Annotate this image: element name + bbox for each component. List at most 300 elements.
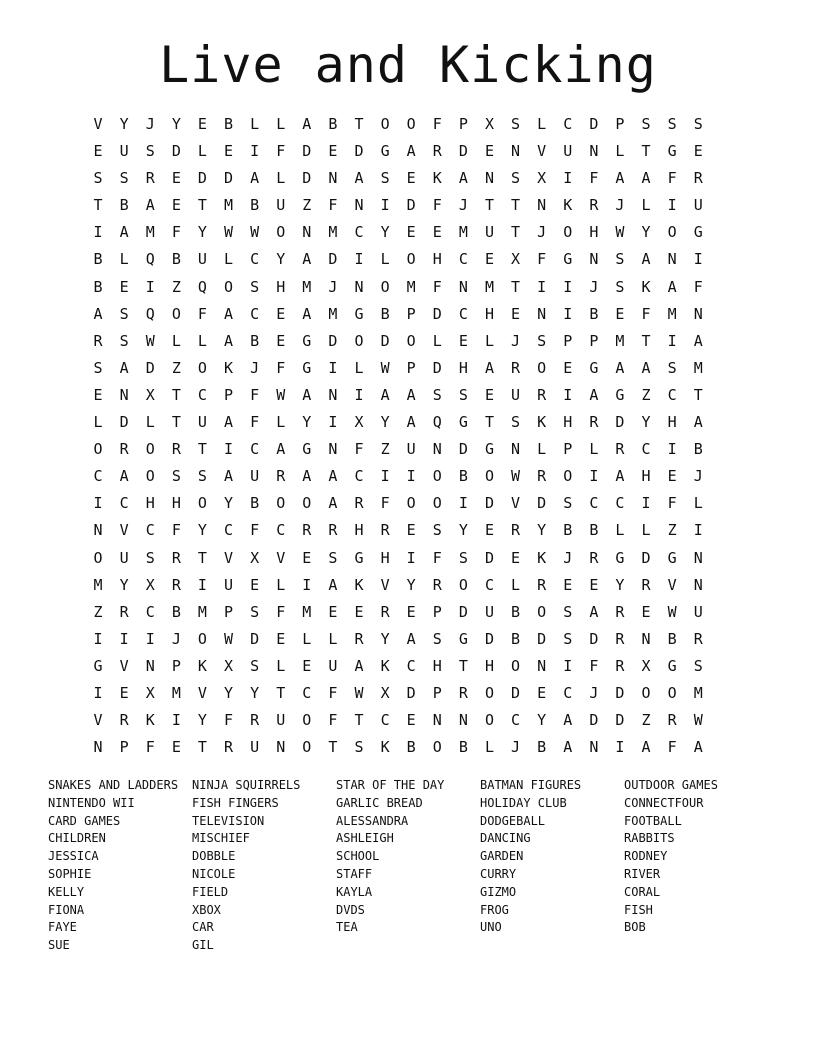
grid-letter: C: [302, 683, 312, 702]
grid-letter: E: [511, 548, 521, 567]
grid-letter: S: [354, 738, 364, 757]
grid-letter: U: [224, 575, 234, 594]
grid-letter: L: [641, 196, 651, 215]
grid-letter: E: [406, 521, 416, 540]
grid-letter: N: [458, 711, 468, 730]
grid-letter: M: [197, 602, 207, 621]
grid-letter: I: [354, 385, 364, 404]
grid-letter: N: [458, 277, 468, 296]
grid-letter: S: [511, 169, 521, 188]
grid-letter: E: [93, 385, 103, 404]
grid-letter: Y: [537, 521, 547, 540]
word-column: [480, 777, 624, 955]
grid-letter: A: [406, 629, 416, 648]
grid-letter: R: [93, 331, 103, 350]
grid-letter: F: [589, 169, 599, 188]
grid-letter: N: [589, 738, 599, 757]
grid-letter: M: [302, 602, 312, 621]
grid-letter: L: [589, 440, 599, 459]
grid-letter: R: [641, 575, 651, 594]
grid-letter: X: [145, 575, 155, 594]
grid-letter: F: [537, 250, 547, 269]
grid-letter: A: [119, 223, 129, 242]
word-item: DVDS: [336, 902, 365, 917]
grid-letter: T: [641, 142, 651, 161]
grid-letter: Y: [380, 223, 390, 242]
word-item: CHILDREN: [48, 831, 106, 846]
grid-letter: B: [171, 250, 181, 269]
grid-letter: R: [302, 521, 312, 540]
grid-letter: O: [145, 467, 155, 486]
grid-letter: I: [667, 196, 677, 215]
grid-letter: I: [145, 629, 155, 648]
grid-letter: A: [693, 413, 703, 432]
grid-letter: D: [484, 494, 494, 513]
grid-letter: G: [615, 385, 625, 404]
grid-letter: O: [197, 358, 207, 377]
grid-letter: R: [250, 711, 260, 730]
grid-letter: H: [380, 548, 390, 567]
grid-letter: H: [458, 358, 468, 377]
grid-letter: Y: [119, 115, 129, 133]
grid-letter: O: [197, 494, 207, 513]
grid-letter: R: [458, 683, 468, 702]
grid-letter: T: [197, 738, 207, 757]
grid-letter: I: [693, 250, 703, 269]
grid-letter: H: [432, 250, 442, 269]
grid-letter: I: [328, 358, 338, 377]
grid-letter: X: [224, 656, 234, 675]
grid-letter: Y: [380, 413, 390, 432]
grid-letter: A: [224, 331, 234, 350]
grid-letter: W: [693, 711, 703, 730]
word-item: CURRY: [480, 866, 517, 881]
grid-letter: E: [354, 602, 364, 621]
grid-letter: Y: [406, 575, 416, 594]
grid-letter: P: [224, 385, 234, 404]
grid-letter: R: [537, 385, 547, 404]
grid-letter: L: [380, 250, 390, 269]
grid-letter: D: [197, 169, 207, 188]
word-item: UNO: [480, 920, 502, 935]
grid-letter: T: [197, 548, 207, 567]
grid-letter: U: [250, 467, 260, 486]
grid-letter: Y: [641, 413, 651, 432]
grid-letter: J: [171, 629, 181, 648]
grid-letter: E: [406, 602, 416, 621]
grid-letter: B: [250, 331, 260, 350]
word-item: ALESSANDRA: [336, 813, 409, 828]
grid-letter: L: [276, 115, 286, 133]
word-column: [336, 777, 480, 955]
grid-letter: E: [250, 575, 260, 594]
grid-letter: S: [250, 602, 260, 621]
grid-letter: V: [537, 142, 547, 161]
grid-letter: O: [432, 467, 442, 486]
grid-letter: D: [145, 358, 155, 377]
grid-letter: D: [328, 250, 338, 269]
grid-letter: B: [93, 250, 103, 269]
word-item: HOLIDAY CLUB: [480, 795, 567, 810]
grid-letter: I: [563, 385, 573, 404]
grid-letter: P: [406, 358, 416, 377]
word-item: DOBBLE: [192, 849, 236, 864]
word-item: TELEVISION: [192, 813, 265, 828]
word-item: RODNEY: [624, 849, 668, 864]
grid-letter: O: [484, 467, 494, 486]
grid-letter: S: [563, 602, 573, 621]
grid-letter: F: [328, 683, 338, 702]
grid-letter: R: [119, 602, 129, 621]
word-item: GARLIC BREAD: [336, 795, 423, 810]
grid-letter: N: [484, 169, 494, 188]
grid-letter: E: [484, 250, 494, 269]
grid-letter: V: [511, 494, 521, 513]
grid-letter: E: [484, 142, 494, 161]
grid-letter: F: [432, 196, 442, 215]
grid-letter: V: [197, 683, 207, 702]
grid-letter: R: [224, 738, 234, 757]
grid-letter: O: [354, 331, 364, 350]
grid-letter: Y: [197, 711, 207, 730]
grid-letter: V: [224, 548, 234, 567]
grid-letter: E: [302, 656, 312, 675]
grid-letter: U: [119, 548, 129, 567]
word-item: ASHLEIGH: [336, 831, 394, 846]
grid-letter: G: [93, 656, 103, 675]
grid-letter: L: [276, 169, 286, 188]
grid-letter: C: [641, 440, 651, 459]
grid-letter: O: [406, 331, 416, 350]
grid-letter: J: [145, 115, 155, 133]
grid-letter: E: [171, 169, 181, 188]
grid-letter: M: [458, 223, 468, 242]
grid-letter: O: [171, 304, 181, 323]
word-item: KAYLA: [336, 884, 373, 899]
word-item: RIVER: [624, 866, 661, 881]
grid-letter: V: [93, 711, 103, 730]
grid-letter: S: [250, 277, 260, 296]
grid-letter: I: [328, 413, 338, 432]
grid-letter: R: [171, 575, 181, 594]
grid-letter: E: [589, 575, 599, 594]
grid-letter: Y: [171, 115, 181, 133]
grid-letter: I: [171, 711, 181, 730]
grid-letter: T: [354, 711, 364, 730]
grid-letter: S: [458, 385, 468, 404]
grid-letter: F: [380, 494, 390, 513]
grid-letter: S: [432, 385, 442, 404]
grid-letter: A: [354, 656, 364, 675]
grid-letter: Y: [615, 575, 625, 594]
grid-letter: B: [458, 738, 468, 757]
grid-letter: C: [197, 385, 207, 404]
word-item: CORAL: [624, 884, 661, 899]
grid-letter: J: [511, 331, 521, 350]
grid-letter: J: [589, 277, 599, 296]
grid-letter: R: [537, 575, 547, 594]
grid-letter: M: [484, 277, 494, 296]
word-item: FAYE: [48, 920, 77, 935]
grid-letter: I: [250, 142, 260, 161]
word-item: DANCING: [480, 831, 531, 846]
word-item: SOPHIE: [48, 866, 92, 881]
grid-letter: I: [145, 277, 155, 296]
grid-letter: S: [145, 142, 155, 161]
grid-letter: I: [406, 467, 416, 486]
grid-letter: F: [432, 548, 442, 567]
grid-letter: O: [667, 683, 677, 702]
grid-letter: K: [380, 656, 390, 675]
word-item: CONNECTFOUR: [624, 795, 704, 810]
grid-letter: O: [641, 683, 651, 702]
grid-letter: B: [406, 738, 416, 757]
grid-letter: D: [589, 711, 599, 730]
word-column: [624, 777, 768, 955]
grid-letter: O: [432, 738, 442, 757]
grid-letter: O: [93, 548, 103, 567]
grid-letter: S: [197, 467, 207, 486]
grid-letter: Z: [171, 277, 181, 296]
grid-letter: S: [511, 115, 521, 133]
grid-letter: X: [354, 413, 364, 432]
grid-letter: S: [693, 115, 703, 133]
grid-letter: J: [328, 277, 338, 296]
grid-letter: N: [93, 738, 103, 757]
grid-letter: I: [563, 169, 573, 188]
grid-letter: R: [119, 440, 129, 459]
grid-letter: D: [458, 440, 468, 459]
grid-letter: R: [693, 169, 703, 188]
grid-letter: C: [484, 575, 494, 594]
grid-letter: Z: [667, 521, 677, 540]
grid-letter: N: [693, 548, 703, 567]
grid-letter: K: [563, 196, 573, 215]
grid-letter: A: [276, 440, 286, 459]
grid-letter: O: [302, 738, 312, 757]
grid-letter: O: [197, 629, 207, 648]
grid-letter: D: [302, 169, 312, 188]
grid-letter: X: [511, 250, 521, 269]
grid-letter: B: [119, 196, 129, 215]
grid-letter: N: [145, 656, 155, 675]
letter-grid: [85, 111, 711, 761]
grid-letter: Y: [224, 494, 234, 513]
grid-letter: U: [250, 738, 260, 757]
grid-letter: J: [589, 683, 599, 702]
grid-letter: G: [302, 358, 312, 377]
grid-letter: T: [328, 738, 338, 757]
grid-letter: G: [615, 548, 625, 567]
grid-letter: C: [145, 602, 155, 621]
grid-letter: O: [458, 575, 468, 594]
grid-letter: T: [171, 413, 181, 432]
grid-letter: P: [432, 683, 442, 702]
grid-letter: A: [328, 494, 338, 513]
word-item: GARDEN: [480, 849, 524, 864]
grid-letter: N: [537, 304, 547, 323]
grid-letter: B: [693, 440, 703, 459]
grid-letter: T: [354, 115, 364, 133]
grid-letter: T: [511, 277, 521, 296]
word-item: SCHOOL: [336, 849, 380, 864]
word-item: DODGEBALL: [480, 813, 546, 828]
grid-letter: O: [563, 467, 573, 486]
grid-letter: T: [458, 656, 468, 675]
grid-letter: F: [224, 711, 234, 730]
grid-letter: L: [224, 250, 234, 269]
grid-letter: W: [145, 331, 155, 350]
grid-letter: B: [250, 494, 260, 513]
grid-letter: A: [302, 115, 312, 133]
grid-letter: L: [197, 142, 207, 161]
grid-letter: I: [667, 440, 677, 459]
grid-letter: F: [667, 169, 677, 188]
grid-letter: I: [302, 575, 312, 594]
grid-letter: L: [641, 521, 651, 540]
grid-letter: R: [432, 142, 442, 161]
grid-letter: I: [458, 494, 468, 513]
grid-letter: R: [615, 629, 625, 648]
grid-letter: F: [667, 494, 677, 513]
grid-letter: B: [589, 521, 599, 540]
grid-letter: X: [641, 656, 651, 675]
grid-letter: C: [93, 467, 103, 486]
grid-letter: F: [276, 142, 286, 161]
word-item: FISH: [624, 902, 653, 917]
grid-letter: R: [511, 521, 521, 540]
grid-letter: M: [302, 277, 312, 296]
grid-letter: Z: [93, 602, 103, 621]
grid-letter: I: [380, 467, 390, 486]
grid-letter: R: [589, 413, 599, 432]
grid-letter: R: [380, 521, 390, 540]
grid-letter: D: [328, 331, 338, 350]
word-item: NINTENDO WII: [48, 795, 135, 810]
grid-letter: M: [328, 223, 338, 242]
grid-letter: S: [171, 467, 181, 486]
grid-letter: W: [380, 358, 390, 377]
grid-letter: L: [276, 413, 286, 432]
grid-letter: P: [119, 738, 129, 757]
grid-letter: H: [484, 304, 494, 323]
grid-letter: I: [563, 304, 573, 323]
grid-letter: Y: [302, 413, 312, 432]
grid-letter: R: [537, 467, 547, 486]
grid-letter: D: [589, 115, 599, 133]
grid-letter: N: [328, 385, 338, 404]
grid-letter: C: [354, 467, 364, 486]
grid-letter: S: [615, 277, 625, 296]
word-item: SNAKES AND LADDERS: [48, 778, 179, 792]
grid-letter: W: [354, 683, 364, 702]
grid-letter: G: [458, 413, 468, 432]
grid-letter: O: [406, 250, 416, 269]
grid-letter: O: [406, 115, 416, 133]
grid-letter: C: [589, 494, 599, 513]
grid-letter: G: [693, 223, 703, 242]
grid-letter: G: [563, 250, 573, 269]
grid-letter: P: [432, 602, 442, 621]
grid-letter: T: [171, 385, 181, 404]
grid-letter: A: [302, 304, 312, 323]
grid-letter: E: [406, 223, 416, 242]
grid-letter: S: [458, 548, 468, 567]
grid-letter: A: [119, 358, 129, 377]
grid-letter: B: [380, 304, 390, 323]
grid-letter: S: [93, 358, 103, 377]
grid-letter: N: [354, 277, 364, 296]
grid-letter: G: [667, 656, 677, 675]
grid-letter: R: [432, 575, 442, 594]
grid-letter: I: [354, 250, 364, 269]
grid-letter: N: [354, 196, 364, 215]
grid-letter: F: [171, 223, 181, 242]
grid-letter: E: [119, 683, 129, 702]
grid-letter: S: [250, 656, 260, 675]
grid-letter: Q: [145, 250, 155, 269]
grid-letter: V: [380, 575, 390, 594]
grid-letter: K: [537, 548, 547, 567]
grid-letter: B: [511, 602, 521, 621]
grid-letter: K: [432, 169, 442, 188]
grid-letter: P: [171, 656, 181, 675]
grid-letter: R: [615, 656, 625, 675]
grid-letter: S: [432, 521, 442, 540]
grid-letter: T: [197, 196, 207, 215]
grid-letter: G: [302, 440, 312, 459]
grid-letter: J: [693, 467, 703, 486]
grid-letter: B: [458, 467, 468, 486]
grid-letter: O: [537, 602, 547, 621]
grid-letter: W: [250, 223, 260, 242]
grid-letter: E: [563, 575, 573, 594]
grid-letter: G: [380, 142, 390, 161]
grid-letter: U: [328, 656, 338, 675]
grid-letter: R: [511, 358, 521, 377]
grid-letter: O: [93, 440, 103, 459]
grid-letter: I: [667, 331, 677, 350]
grid-letter: Y: [537, 711, 547, 730]
grid-letter: R: [615, 602, 625, 621]
grid-letter: F: [328, 196, 338, 215]
grid-letter: J: [458, 196, 468, 215]
grid-letter: P: [224, 602, 234, 621]
grid-letter: A: [224, 467, 234, 486]
grid-letter: C: [250, 304, 260, 323]
grid-letter: I: [537, 277, 547, 296]
grid-letter: O: [302, 711, 312, 730]
grid-letter: O: [484, 711, 494, 730]
grid-letter: C: [615, 494, 625, 513]
grid-letter: J: [511, 738, 521, 757]
grid-letter: D: [171, 142, 181, 161]
grid-letter: S: [563, 629, 573, 648]
grid-letter: W: [224, 223, 234, 242]
grid-letter: E: [302, 548, 312, 567]
grid-letter: L: [276, 575, 286, 594]
grid-letter: O: [276, 223, 286, 242]
grid-letter: N: [589, 250, 599, 269]
grid-letter: W: [667, 602, 677, 621]
grid-letter: U: [276, 196, 286, 215]
grid-letter: E: [537, 683, 547, 702]
grid-letter: A: [641, 738, 651, 757]
grid-letter: A: [224, 413, 234, 432]
grid-letter: Y: [250, 683, 260, 702]
grid-letter: E: [406, 169, 416, 188]
grid-letter: B: [589, 304, 599, 323]
